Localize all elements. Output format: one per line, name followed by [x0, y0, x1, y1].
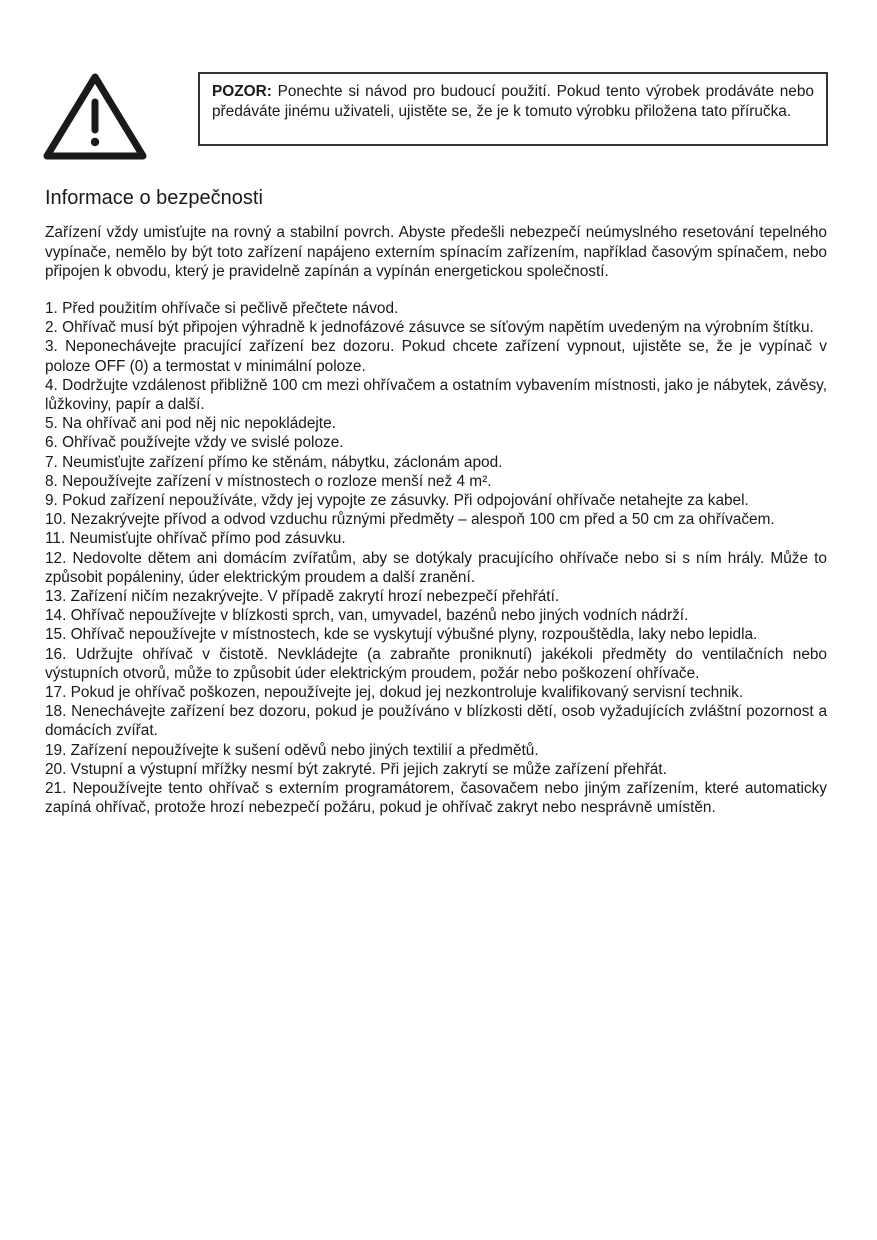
safety-rule-item: 11. Neumisťujte ohřívač přímo pod zásuvku.: [45, 530, 346, 548]
safety-rule-item: 9. Pokud zařízení nepoužíváte, vždy jej vypojte ze zásuvky. Při odpojování ohřívače netahejte za kabel.: [45, 492, 749, 510]
safety-rule-item: 5. Na ohřívač ani pod něj nic nepokládejte.: [45, 415, 336, 433]
section-heading: Informace o bezpečnosti: [45, 187, 263, 209]
safety-rule-item: 2. Ohřívač musí být připojen výhradně k jednofázové zásuvce se síťovým napětím uvedeným na výrobním štítku.: [45, 319, 814, 337]
safety-rule-item: 3. Neponechávejte pracující zařízení bez dozoru. Pokud chcete zařízení vypnout, ujistěte se, že je vypínač v poloze OFF (0) a termostat v minimální poloze.: [45, 338, 827, 375]
safety-rule-item: 17. Pokud je ohřívač poškozen, nepoužívejte jej, dokud jej nezkontroluje kvalifikovaný servisní technik.: [45, 684, 744, 702]
notice-box: [198, 72, 828, 146]
safety-rule-item: 8. Nepoužívejte zařízení v místnostech o rozloze menší než 4 m².: [45, 472, 492, 490]
safety-rule-item: 13. Zařízení ničím nezakrývejte. V případě zakrytí hrozí nebezpečí přehřátí.: [45, 588, 560, 606]
notice-label: POZOR:: [212, 83, 272, 100]
safety-rule-item: 10. Nezakrývejte přívod a odvod vzduchu různými předměty – alespoň 100 cm před a 50 cm za ohřívačem.: [45, 511, 775, 529]
notice-text: Ponechte si návod pro budoucí použití. Pokud tento výrobek prodáváte nebo předáváte jinému uživateli, ujistěte se, že je k tomuto výrobku přiložena tato příručka.: [212, 83, 814, 120]
safety-rule-item: 7. Neumisťujte zařízení přímo ke stěnám, nábytku, záclonám apod.: [45, 453, 503, 471]
safety-rule-item: 15. Ohřívač nepoužívejte v místnostech, kde se vyskytují výbušné plyny, rozpouštědla, laky nebo lepidla.: [45, 626, 758, 644]
safety-rule-item: 20. Vstupní a výstupní mřížky nesmí být zakryté. Při jejich zakrytí se může zařízení přehřát.: [45, 760, 667, 778]
safety-rule-item: 4. Dodržujte vzdálenost přibližně 100 cm mezi ohřívačem a ostatním vybavením místnosti, jako je nábytek, závěsy, lůžkoviny, papír a další.: [45, 376, 827, 414]
safety-rule-item: 18. Nenechávejte zařízení bez dozoru, pokud je používáno v blízkosti dětí, osob vyžadujících zvláštní pozornost a domácích zvířat.: [45, 703, 827, 740]
safety-rule-item: 6. Ohřívač používejte vždy ve svislé poloze.: [45, 434, 344, 452]
intro-paragraph: Zařízení vždy umisťujte na rovný a stabilní povrch. Abyste předešli nebezpečí neúmyslného resetování tepelného vypínače, nemělo by být toto zařízení napájeno externím spínacím zařízením, například časovým spínačem, nebo připojen k obvodu, který je pravidelně zapínán a vypínán energetickou společností.: [45, 224, 827, 281]
safety-rules-list: [45, 299, 827, 817]
warning-triangle-icon: [42, 72, 148, 162]
safety-rule-item: 14. Ohřívač nepoužívejte v blízkosti sprch, van, umyvadel, bazénů nebo jiných vodních nádrží.: [45, 607, 689, 625]
safety-rule-item: 1. Před použitím ohřívače si pečlivě přečtete návod.: [45, 300, 399, 317]
safety-rule-item: 16. Udržujte ohřívač v čistotě. Nevkládejte (a zabraňte proniknutí) jakékoli předměty do ventilačních nebo výstupních otvorů, může to způsobit úder elektrickým proudem, požár nebo poškození ohřívače.: [45, 645, 827, 682]
safety-rule-item: 12. Nedovolte dětem ani domácím zvířatům, aby se dotýkaly pracujícího ohřívače nebo si s ním hrály. Může to způsobit popáleniny, úder elektrickým proudem a další zranění.: [45, 549, 827, 586]
safety-rule-item: 21. Nepoužívejte tento ohřívač s externím programátorem, časovačem nebo jiným zařízením, které automaticky zapíná ohřívač, protože hrozí nebezpečí požáru, pokud je ohřívač zakryt nebo nesprávně umístěn.: [45, 780, 827, 817]
safety-rule-item: 19. Zařízení nepoužívejte k sušení oděvů nebo jiných textilií a předmětů.: [45, 741, 539, 759]
